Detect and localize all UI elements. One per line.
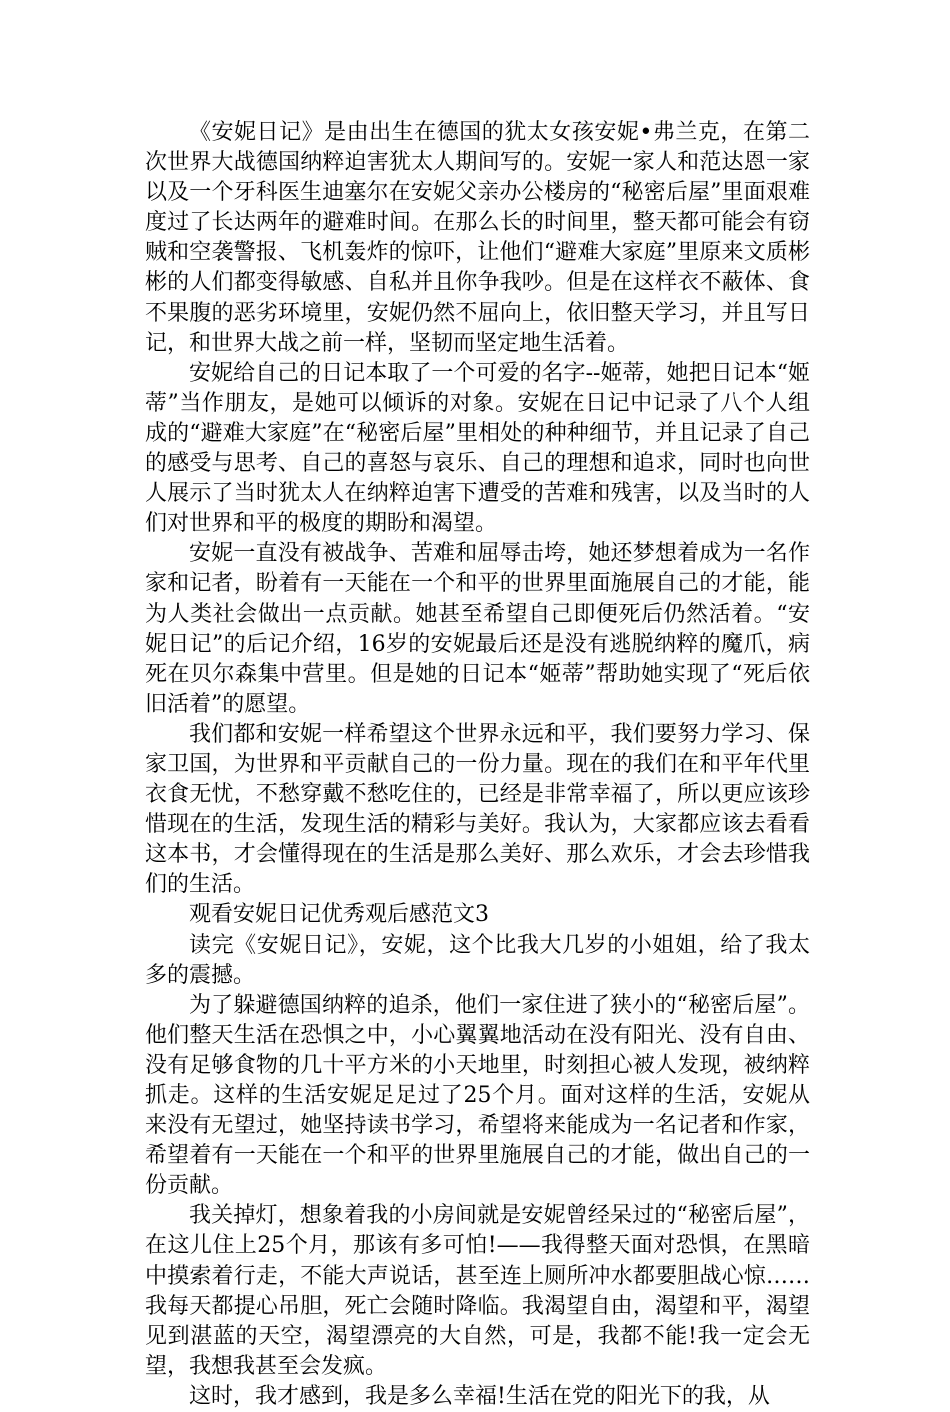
paragraph-8: 这时，我才感到，我是多么幸福!生活在党的阳光下的我，从: [189, 1383, 770, 1409]
paragraph-3: 安妮一直没有被战争、苦难和屈辱击垮，她还梦想着成为一名作家和记者，盼着有一天能在一个和平的世界里面施展自己的才能，能为人类社会做出一点贡献。她甚至希望自己即便死后仍然活着。“安妮日记”的后记介绍，16岁的安妮最后还是没有逃脱纳粹的魔爪，病死在贝尔森集中营里。但是她的日记本“姬蒂”帮助她实现了“死后依旧活着”的愿望。: [145, 541, 810, 717]
paragraph-1: 《安妮日记》是由出生在德国的犹太女孩安妮•弗兰克，在第二次世界大战德国纳粹迫害犹太人期间写的。安妮一家人和范达恩一家以及一个牙科医生迪塞尔在安妮父亲办公楼房的“秘密后屋”里面艰难度过了长达两年的避难时间。在那么长的时间里，整天都可能会有窃贼和空袭警报、飞机轰炸的惊吓，让他们“避难大家庭”里原来文质彬彬的人们都变得敏感、自私并且你争我吵。但是在这样衣不蔽体、食不果腹的恶劣环境里，安妮仍然不屈向上，依旧整天学习，并且写日记，和世界大战之前一样，坚韧而坚定地生活着。: [145, 120, 810, 356]
paragraph-7: 我关掉灯，想象着我的小房间就是安妮曾经呆过的“秘密后屋”，在这儿住上25个月，那该有多可怕!——我得整天面对恐惧，在黑暗中摸索着行走，不能大声说话，甚至连上厕所冲水都要胆战心惊……我每天都提心吊胆，死亡会随时降临。我渴望自由，渴望和平，渴望见到湛蓝的天空，渴望漂亮的大自然，可是，我都不能!我一定会无望，我想我甚至会发疯。: [145, 1203, 810, 1379]
paragraph-6: 为了躲避德国纳粹的追杀，他们一家住进了狭小的“秘密后屋”。他们整天生活在恐惧之中，小心翼翼地活动在没有阳光、没有自由、没有足够食物的几十平方米的小天地里，时刻担心被人发现，被纳粹抓走。这样的生活安妮足足过了25个月。面对这样的生活，安妮从来没有无望过，她坚持读书学习，希望将来能成为一名记者和作家，希望着有一天能在一个和平的世界里施展自己的才能，做出自己的一份贡献。: [145, 992, 810, 1199]
paragraph-2: 安妮给自己的日记本取了一个可爱的名字--姬蒂，她把日记本“姬蒂”当作朋友，是她可以倾诉的对象。安妮在日记中记录了八个人组成的“避难大家庭”在“秘密后屋”里相处的种种细节，并且记录了自己的感受与思考、自己的喜怒与哀乐、自己的理想和追求，同时也向世人展示了当时犹太人在纳粹迫害下遭受的苦难和残害，以及当时的人们对世界和平的极度的期盼和渴望。: [145, 360, 810, 537]
section-heading: 观看安妮日记优秀观后感范文3: [189, 902, 489, 928]
document-body: [145, 118, 810, 1412]
paragraph-5: 读完《安妮日记》，安妮，这个比我大几岁的小姐姐，给了我太多的震撼。: [145, 932, 810, 988]
paragraph-4: 我们都和安妮一样希望这个世界永远和平，我们要努力学习、保家卫国，为世界和平贡献自己的一份力量。现在的我们在和平年代里衣食无忧，不愁穿戴不愁吃住的，已经是非常幸福了，所以更应该珍惜现在的生活，发现生活的精彩与美好。我认为，大家都应该去看看这本书，才会懂得现在的生活是那么美好、那么欢乐，才会去珍惜我们的生活。: [145, 721, 810, 898]
